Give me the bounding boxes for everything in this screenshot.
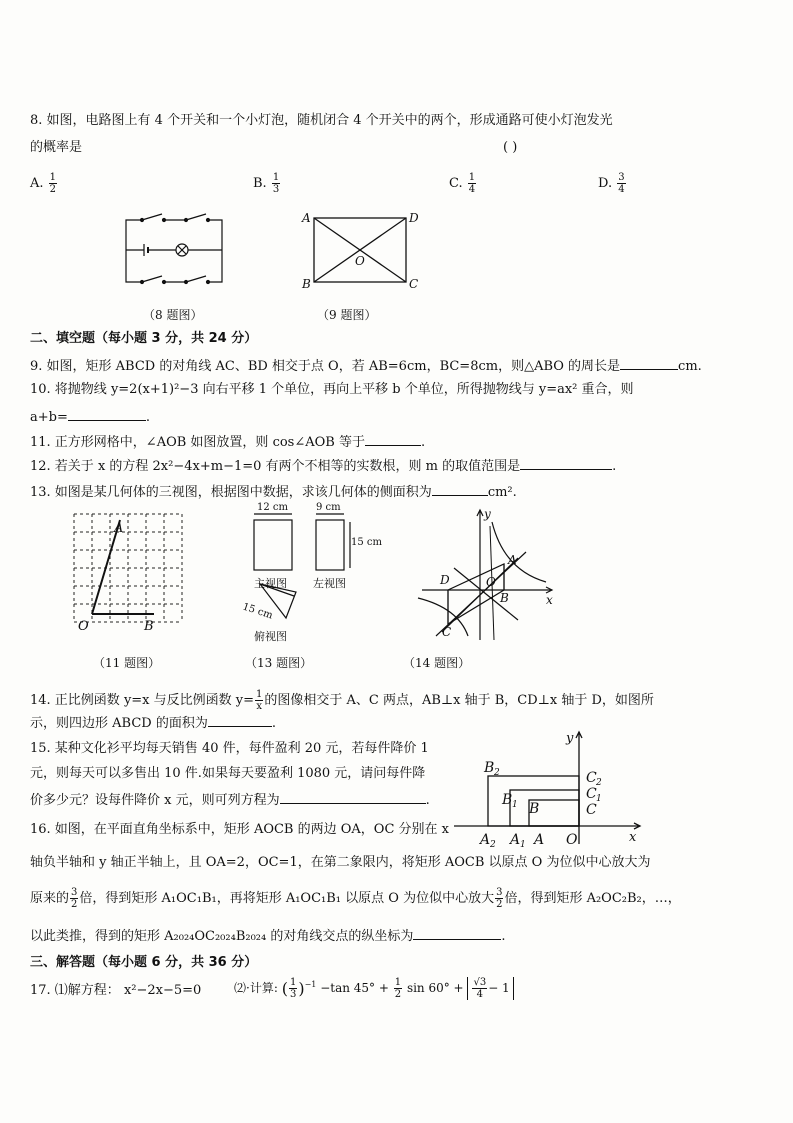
q16-fraction-2 [495,887,503,910]
q16-end: . [501,929,506,944]
q10-text: a+b= [30,410,68,425]
q15-line1: 15. 某种文化衫平均每天销售 40 件，每件盈利 20 元，若每件降价 1 [30,741,429,756]
q9 [30,357,702,375]
label-a: A [508,553,517,567]
frac-den: 4 [476,989,483,1000]
q13-text: 13. 如图是某几何体的三视图，根据图中数据，求该几何体的侧面积为 [30,485,432,500]
frac-num: 1 [394,977,402,988]
frac-num: 1 [289,977,297,988]
rectangle-abcd-diagram [300,210,420,290]
circuit-diagram [122,212,232,292]
label-c: C [442,625,452,639]
frac-num: 3 [496,887,503,898]
q14-text: 示，则四边形 ABCD 的面积为 [30,716,208,731]
q15-answer-blank[interactable] [280,791,426,804]
frac-den: x [256,701,263,712]
label-x: x [546,593,553,607]
q14-text-a: 14. 正比例函数 y=x 与反比例函数 y= [30,693,255,708]
q10-end: . [145,410,150,425]
fig13-caption: （13 题图） [245,656,313,670]
hyperbola-diagram [418,508,558,648]
front-view-label: 主视图 [254,577,287,590]
q17-part2: ⑵·计算: ( $\frac{1}{3}$ )$^{-1}$ −tan 45° + $\frac{1}{2}$ sin 60° + $\frac{√3}{4}$ − 1 [234,977,514,1000]
label-a1: A [510,832,521,848]
q16-answer-blank[interactable] [413,927,501,940]
frac-den: 3 [289,989,297,1000]
label-o: O [355,254,365,268]
front-width-label: 12 cm [257,502,288,513]
q15-line3 [30,791,430,809]
label-c: C [409,277,419,291]
option-a-fraction [49,172,57,195]
label-c2: C [586,770,597,786]
label-o: O [486,575,496,589]
frac-den: 4 [618,184,625,195]
q14-line1 [30,689,654,712]
frac-den: 2 [496,899,503,910]
q16-text-c: 倍，得到矩形 A₂OC₂B₂，…， [504,891,681,906]
q9-answer-blank[interactable] [620,357,678,370]
q17-fraction-2 [394,977,402,1000]
frac-num: 1 [256,689,263,700]
q11-answer-blank[interactable] [365,433,421,446]
label-a: A [302,211,311,225]
label-a2: A [480,832,491,848]
q16-text: 以此类推，得到的矩形 A₂₀₂₄OC₂₀₂₄B₂₀₂₄ 的对角线交点的纵坐标为 [30,929,414,944]
q8-option-b [253,172,281,195]
q16-line1: 16. 如图，在平面直角坐标系中，矩形 AOCB 的两边 OA，OC 分别在 x [30,822,449,837]
q17-expr-b: sin 60° + [406,981,464,995]
label-o: O [566,832,578,848]
frac-num: 1 [272,172,280,183]
q17-abs-value [467,977,513,1000]
q10-answer-blank[interactable] [68,408,146,421]
q15-text: 价多少元？设每件降价 x 元，则可列方程为 [30,793,280,808]
top-dim-label: 15 cm [241,601,274,622]
label-b: B [144,619,154,634]
frac-den: 2 [394,989,402,1000]
q13 [30,483,517,501]
fig8-caption: （8 题图） [143,308,203,322]
q9-text: 9. 如图，矩形 ABCD 的对角线 AC、BD 相交于点 O，若 AB=6cm，BC=8cm，则△ABO 的周长是 [30,359,621,374]
label-y: y [566,731,574,746]
q17-tail: − 1 [488,981,510,995]
q13-unit: cm². [487,485,517,500]
label-y: y [484,507,491,521]
option-c-fraction [468,172,476,195]
label-b2: B [484,760,495,776]
q14-line2 [30,714,276,732]
label-b: B [302,277,311,291]
label-o: O [78,619,89,634]
side-width-label: 9 cm [316,502,341,513]
label-a: A [534,832,545,848]
label-a: A [114,521,124,536]
q8-option-d [598,172,627,195]
side-view-label: 左视图 [313,577,346,590]
label-d: D [440,573,450,587]
q17-fraction-1 [289,977,297,1000]
q12-answer-blank[interactable] [520,457,612,470]
frac-den: 2 [71,899,78,910]
label-c1-sub: 1 [596,794,602,804]
q14-answer-blank[interactable] [208,714,272,727]
q17-fraction-3 [472,977,487,1000]
q16-line3 [30,887,681,910]
q8-answer-paren: ( ) [503,140,518,155]
option-c-label: C. [449,176,463,191]
q11-text: 11. 正方形网格中，∠AOB 如图放置，则 cos∠AOB 等于 [30,435,365,450]
label-d: D [409,211,419,225]
q8-option-c [449,172,477,195]
option-b-label: B. [253,176,267,191]
label-b: B [529,801,540,817]
option-b-fraction [272,172,280,195]
frac-den: 4 [468,184,476,195]
fig14-caption: （14 题图） [403,656,471,670]
label-c: C [586,802,597,818]
frac-num: 3 [618,172,625,183]
height-label: 15 cm [351,537,382,548]
q11 [30,433,425,451]
top-view-label: 俯视图 [254,630,287,643]
q8-line1: 8. 如图，电路图上有 4 个开关和一个小灯泡，随机闭合 4 个开关中的两个，形成通路可使小灯泡发光 [30,113,613,128]
q13-answer-blank[interactable] [432,483,488,496]
q15-end: . [425,793,430,808]
q16-fraction-1 [70,887,78,910]
q17-expr-a: −tan 45° + [320,981,389,995]
frac-den: 2 [49,184,57,195]
fig9-caption: （9 题图） [317,308,377,322]
similar-rectangles-diagram [454,728,644,848]
fig11-caption: （11 题图） [93,656,161,670]
q14-end: . [271,716,276,731]
q14-text-b: 的图像相交于 A、C 两点，AB⊥x 轴于 B，CD⊥x 轴于 D，如图所 [264,693,654,708]
q16-line4 [30,927,506,945]
grid-angle-diagram [70,512,182,644]
option-d-label: D. [598,176,613,191]
frac-num: 1 [49,172,57,183]
label-b: B [500,591,509,605]
q10-line2 [30,408,150,426]
label-b1: B [502,792,513,808]
section-2-title: 二、填空题（每小题 3 分，共 24 分） [30,331,258,346]
q12 [30,457,616,475]
option-d-fraction [617,172,625,195]
label-b1-sub: 1 [512,800,518,810]
q17-exponent: −1 [304,980,317,989]
label-b2-sub: 2 [494,768,500,778]
q16-text-a: 原来的 [30,891,70,906]
q16-line2: 轴负半轴和 y 轴正半轴上，且 OA=2，OC=1，在第二象限内，将矩形 AOCB 以原点 O 为位似中心放大为 [30,855,651,870]
q15-line2: 元，则每天可以多售出 10 件.如果每天要盈利 1080 元，请问每件降 [30,766,426,781]
q16-text-b: 倍，得到矩形 A₁OC₁B₁，再将矩形 A₁OC₁B₁ 以原点 O 为位似中心放大 [79,891,495,906]
frac-num: 1 [468,172,476,183]
q8-option-a [30,172,58,195]
label-a1-sub: 1 [520,840,526,850]
label-a2-sub: 2 [490,840,496,850]
section-3-title: 三、解答题（每小题 6 分，共 36 分） [30,955,258,970]
frac-den: 3 [272,184,280,195]
q12-text: 12. 若关于 x 的方程 2x²−4x+m−1=0 有两个不相等的实数根，则 m 的取值范围是 [30,459,521,474]
frac-num: 3 [71,887,78,898]
q17-part2-label: ⑵·计算: [234,981,278,995]
q9-unit: cm. [678,359,702,374]
q10-line1: 10. 将抛物线 y=2(x+1)²−3 向右平移 1 个单位，再向上平移 b 个单位，所得抛物线与 y=ax² 重合，则 [30,382,634,397]
label-x: x [629,830,637,845]
q12-end: . [612,459,617,474]
q17-part1: 17. ⑴解方程： x²−2x−5=0 [30,983,202,998]
q11-end: . [420,435,426,450]
q14-fraction [255,689,263,712]
label-c1: C [586,786,597,802]
q8-line2: 的概率是 [30,140,83,155]
label-c2-sub: 2 [596,778,602,788]
option-a-label: A. [30,176,44,191]
frac-num: √3 [473,977,487,988]
